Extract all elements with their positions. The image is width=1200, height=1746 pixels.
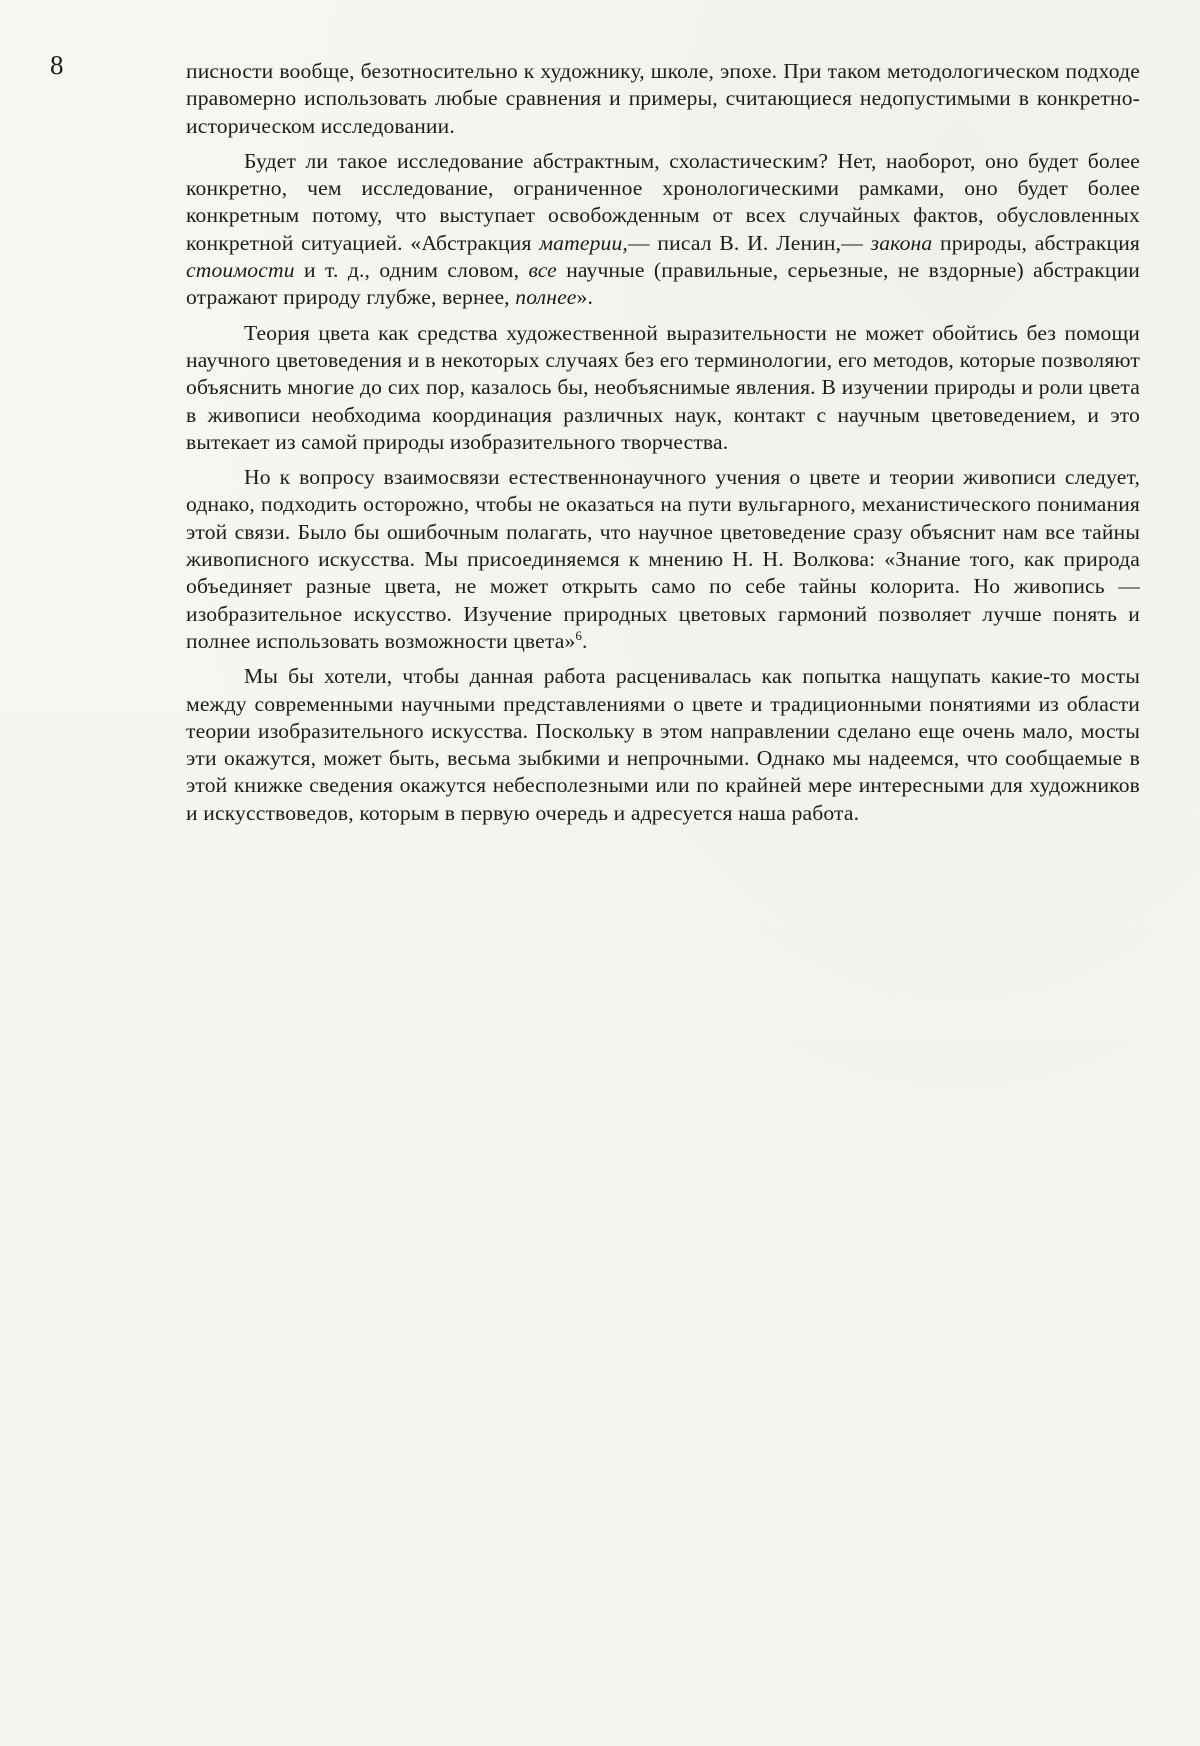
text-run: и т. д., одним словом, xyxy=(294,258,529,283)
text-run: . xyxy=(582,628,588,653)
text-run: Мы бы хотели, чтобы данная работа расценивалась как попытка нащупать какие-то мосты между современными научными представлениями о цвете и традиционными понятиями из области теории изобразительного искусства. Поскольку в этом направлении сделано еще очень мало, мосты эти окажутся, может быть, весьма зыбкими и непрочными. Однако мы надеемся, что сообщаемые в этой книжке сведения окажутся небесполезными или по крайней мере интересными для художников и искусствоведов, которым в первую очередь и адресуется наша работа. xyxy=(186,664,1140,825)
paragraph-4 xyxy=(186,464,1140,655)
italic-emphasis: стоимости xyxy=(186,258,295,283)
paragraph-2 xyxy=(186,148,1140,312)
paragraph-3 xyxy=(186,320,1140,456)
text-run: Будет ли такое исследование абстрактным, схоластическим? Нет, наоборот, оно будет более конкретно, чем исследование, ограниченное хронологическими рамками, оно будет более конкретным потому, что выступает освобожденным от всех случайных фактов, обусловленных конкретной ситуацией. «Абстракция xyxy=(186,148,1140,255)
paragraph-5 xyxy=(186,663,1140,827)
text-run: писности вообще, безотносительно к художнику, школе, эпохе. При таком методологическом подходе правомерно использовать любые сравнения и примеры, считающиеся недопустимыми в конкретно-историческом исследовании. xyxy=(186,59,1140,138)
text-run: Но к вопросу взаимосвязи естественнонаучного учения о цвете и теории живописи следует, однако, подходить осторожно, чтобы не оказаться на пути вульгарного, механистического понимания этой связи. Было бы ошибочным полагать, что научное цветоведение сразу объяснит нам все тайны живописного искусства. Мы присоединяемся к мнению Н. Н. Волкова: «Знание того, как природа объединяет разные цвета, не может открыть само по себе тайны колорита. Но живопись — изобразительное искусство. Изучение природных цветовых гармоний позволяет лучше понять и полнее использовать возможности цвета» xyxy=(186,465,1140,653)
text-run: природы, абстракция xyxy=(932,230,1140,255)
text-run: научные (правильные, серьезные, не вздорные) абстракции отражают природу глубже, вернее, xyxy=(186,258,1140,310)
italic-emphasis: закона xyxy=(870,230,933,255)
body-text xyxy=(186,58,1140,835)
text-run: — писал В. И. Ленин,— xyxy=(627,230,871,255)
footnote-ref: 6 xyxy=(575,627,583,643)
text-run: Теория цвета как средства художественной выразительности не может обойтись без помощи научного цветоведения и в некоторых случаях без его терминологии, его методов, которые позволяют объяснить многие до сих пор, казалось бы, необъяснимые явления. В изучении природы и роли цвета в живописи необходима координация различных наук, контакт с научным цветоведением, и это вытекает из самой природы изобразительного творчества. xyxy=(186,320,1140,454)
italic-emphasis: материи, xyxy=(539,230,628,255)
paragraph-1 xyxy=(186,58,1140,140)
text-run: ». xyxy=(576,285,594,310)
page-number: 8 xyxy=(50,50,64,80)
italic-emphasis: полнее xyxy=(515,285,577,310)
italic-emphasis: все xyxy=(528,258,557,283)
